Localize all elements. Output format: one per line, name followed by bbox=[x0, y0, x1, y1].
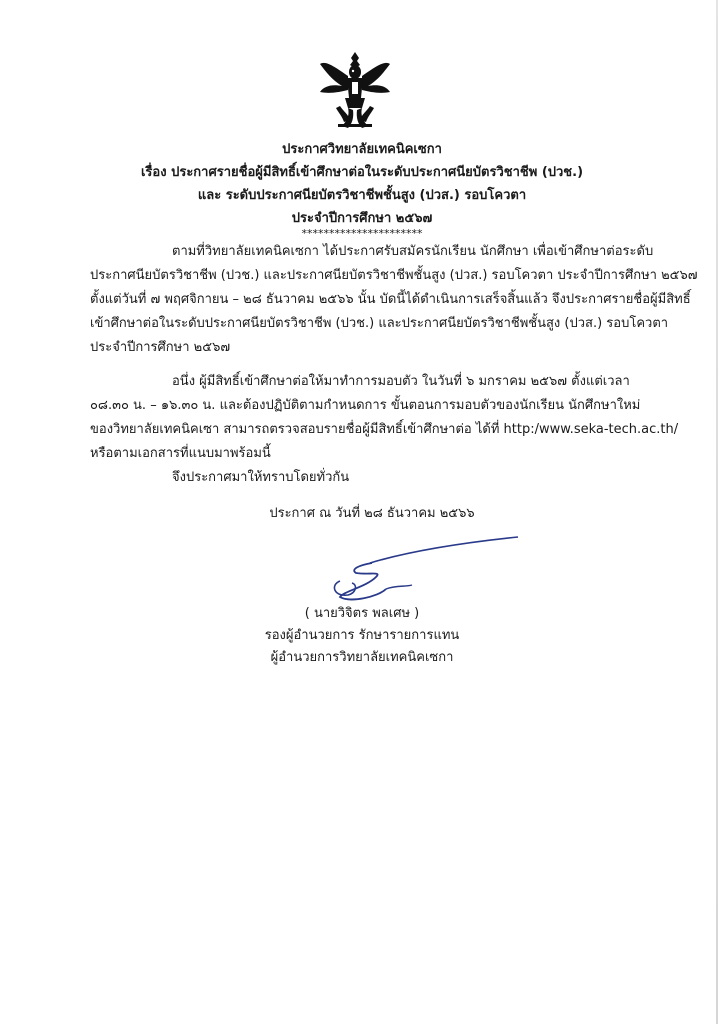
date-line: ประกาศ ณ วันที่ ๒๘ ธันวาคม ๒๕๖๖ bbox=[269, 506, 475, 521]
paragraph-announcement bbox=[90, 240, 698, 360]
signatory-name: ( นายวิจิตร พลเศษ ) bbox=[304, 606, 420, 621]
closing-line: จึงประกาศมาให้ทราบโดยทั่วกัน bbox=[172, 470, 350, 485]
garuda-emblem-icon bbox=[318, 50, 392, 130]
paragraph-line: ประจำปีการศึกษา ๒๕๖๗ bbox=[90, 340, 231, 355]
paragraph-line: เข้าศึกษาต่อในระดับประกาศนียบัตรวิชาชีพ (ปวช.) และประกาศนียบัตรวิชาชีพชั้นสูง (ปวส.) รอบโควตา bbox=[90, 316, 669, 331]
closing-statement bbox=[90, 466, 680, 490]
paragraph-line: ตามที่วิทยาลัยเทคนิคเซกา ได้ประกาศรับสมัครนักเรียน นักศึกษา เพื่อเข้าศึกษาต่อระดับ bbox=[172, 244, 654, 259]
signatory-title: รองผู้อำนวยการ รักษารายการแทน bbox=[264, 628, 460, 643]
paragraph-line: ประกาศนียบัตรวิชาชีพ (ปวช.) และประกาศนียบัตรวิชาชีพชั้นสูง (ปวส.) รอบโควตา ประจำปีการศึกษา ๒๕๖๗ bbox=[90, 268, 698, 283]
paragraph-line: อนึ่ง ผู้มีสิทธิ์เข้าศึกษาต่อให้มาทำการมอบตัว ในวันที่ ๖ มกราคม ๒๕๖๗ ตั้งแต่เวลา bbox=[172, 374, 630, 389]
paragraph-line: ของวิทยาลัยเทคนิคเซา สามารถตรวจสอบรายชื่อผู้มีสิทธิ์เข้าศึกษาต่อ ได้ที่ http:/www.seka-tech.ac.th/ bbox=[90, 422, 679, 437]
header-year: ประจำปีการศึกษา ๒๕๖๗ bbox=[291, 211, 433, 226]
header-subject: เรื่อง ประกาศรายชื่อผู้มีสิทธิ์เข้าศึกษาต่อในระดับประกาศนียบัตรวิชาชีพ (ปวช.) bbox=[140, 165, 584, 180]
paragraph-line: ๐๘.๓๐ น. – ๑๖.๓๐ น. และต้องปฏิบัติตามกำหนดการ ขั้นตอนการมอบตัวของนักเรียน นักศึกษาใหม่ bbox=[90, 398, 641, 413]
header-stars: ********************** bbox=[301, 227, 423, 240]
paragraph-line: ตั้งแต่วันที่ ๗ พฤศจิกายน – ๒๘ ธันวาคม ๒๕๖๖ นั้น บัดนี้ได้ดำเนินการเสร็จสิ้นแล้ว จึงประกาศรายชื่อผู้มีสิทธิ์ bbox=[90, 292, 691, 307]
signature-mark bbox=[300, 535, 530, 605]
header-org: ประกาศวิทยาลัยเทคนิคเซกา bbox=[282, 142, 442, 157]
signatory-title-director: ผู้อำนวยการวิทยาลัยเทคนิคเซกา bbox=[270, 650, 454, 665]
paragraph-line: หรือตามเอกสารที่แนบมาพร้อมนี้ bbox=[90, 446, 271, 461]
paragraph-reporting bbox=[90, 370, 680, 466]
header-subject-cont: และ ระดับประกาศนียบัตรวิชาชีพชั้นสูง (ปวส.) รอบโควตา bbox=[197, 188, 527, 203]
